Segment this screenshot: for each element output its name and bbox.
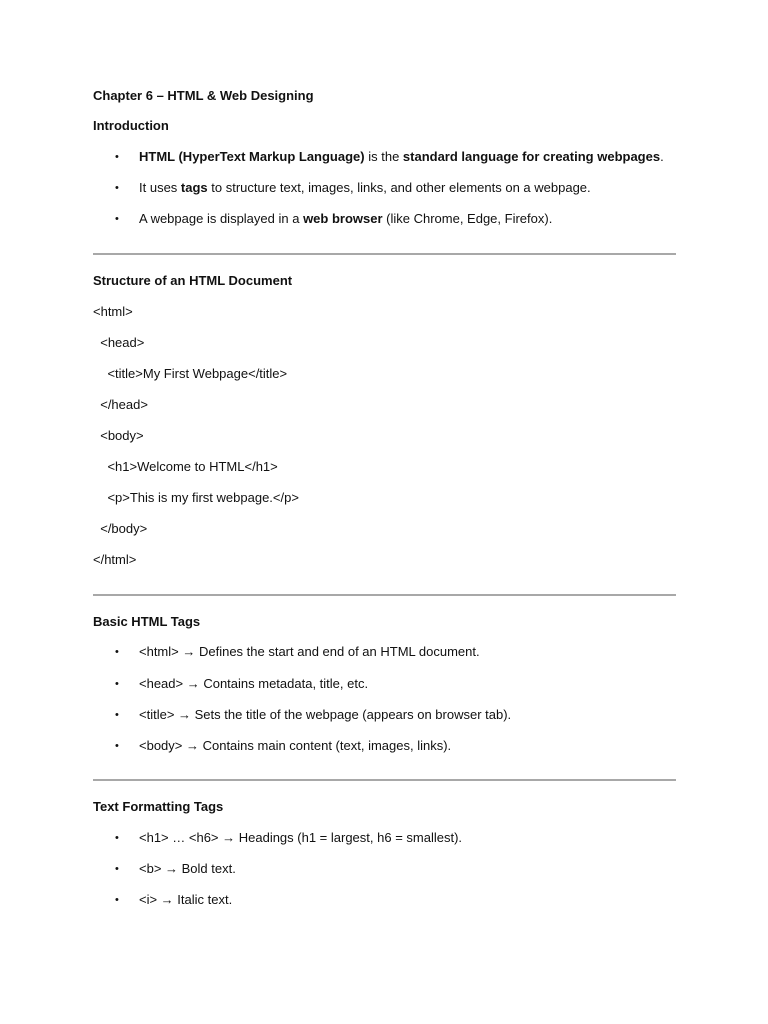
code-line: <body> xyxy=(93,428,144,443)
list-item xyxy=(0,644,768,660)
text-run: . xyxy=(660,149,664,164)
code-line: <html> xyxy=(93,304,133,319)
list-item-text: <i> → Italic text. xyxy=(139,892,233,907)
code-line: </body> xyxy=(93,521,148,536)
list-item xyxy=(0,149,768,165)
section-heading-structure: Structure of an HTML Document xyxy=(93,273,293,288)
list-item-text xyxy=(139,211,552,227)
list-item xyxy=(0,738,768,754)
chapter-title: Chapter 6 – HTML & Web Designing xyxy=(93,88,314,103)
code-line: <h1>Welcome to HTML</h1> xyxy=(93,459,278,474)
list-item-text: <html> → Defines the start and end of an HTML document. xyxy=(139,644,480,659)
text-run: (like Chrome, Edge, Firefox). xyxy=(382,211,553,226)
list-item-text xyxy=(139,180,591,196)
bullet-icon: • xyxy=(115,213,119,225)
code-line: </head> xyxy=(93,397,148,412)
horizontal-divider xyxy=(93,594,676,596)
code-line: </html> xyxy=(93,552,137,567)
bullet-icon: • xyxy=(115,709,119,721)
list-item xyxy=(0,676,768,692)
list-item-text: <head> → Contains metadata, title, etc. xyxy=(139,676,369,691)
list-item-text: <b> → Bold text. xyxy=(139,861,236,876)
list-item xyxy=(0,707,768,723)
text-run: A webpage is displayed in a xyxy=(139,211,304,226)
list-item xyxy=(0,180,768,196)
section-heading-introduction: Introduction xyxy=(93,118,169,133)
list-item xyxy=(0,211,768,227)
bold-text: HTML (HyperText Markup Language) xyxy=(139,149,365,164)
list-item xyxy=(0,892,768,908)
bullet-icon: • xyxy=(115,151,119,163)
text-run: It uses xyxy=(139,180,181,195)
bullet-icon: • xyxy=(115,182,119,194)
bold-text: tags xyxy=(180,180,208,195)
bold-text: web browser xyxy=(303,211,383,226)
bullet-icon: • xyxy=(115,678,119,690)
bold-text: standard language for creating webpages xyxy=(402,149,661,164)
horizontal-divider xyxy=(93,779,676,781)
text-run: is the xyxy=(364,149,403,164)
bullet-icon: • xyxy=(115,832,119,844)
list-item xyxy=(0,861,768,877)
section-heading-basic-tags: Basic HTML Tags xyxy=(93,614,201,629)
code-line: <head> xyxy=(93,335,145,350)
bullet-icon: • xyxy=(115,646,119,658)
list-item-text xyxy=(139,149,664,165)
horizontal-divider xyxy=(93,253,676,255)
text-run: to structure text, images, links, and other elements on a webpage. xyxy=(207,180,591,195)
code-line: <p>This is my first webpage.</p> xyxy=(93,490,299,505)
bullet-icon: • xyxy=(115,863,119,875)
list-item xyxy=(0,830,768,846)
list-item-text: <body> → Contains main content (text, images, links). xyxy=(139,738,452,753)
bullet-icon: • xyxy=(115,894,119,906)
section-heading-formatting-tags: Text Formatting Tags xyxy=(93,799,224,814)
list-item-text: <title> → Sets the title of the webpage (appears on browser tab). xyxy=(139,707,512,722)
list-item-text: <h1> … <h6> → Headings (h1 = largest, h6 = smallest). xyxy=(139,830,463,845)
bullet-icon: • xyxy=(115,740,119,752)
code-line: <title>My First Webpage</title> xyxy=(93,366,288,381)
